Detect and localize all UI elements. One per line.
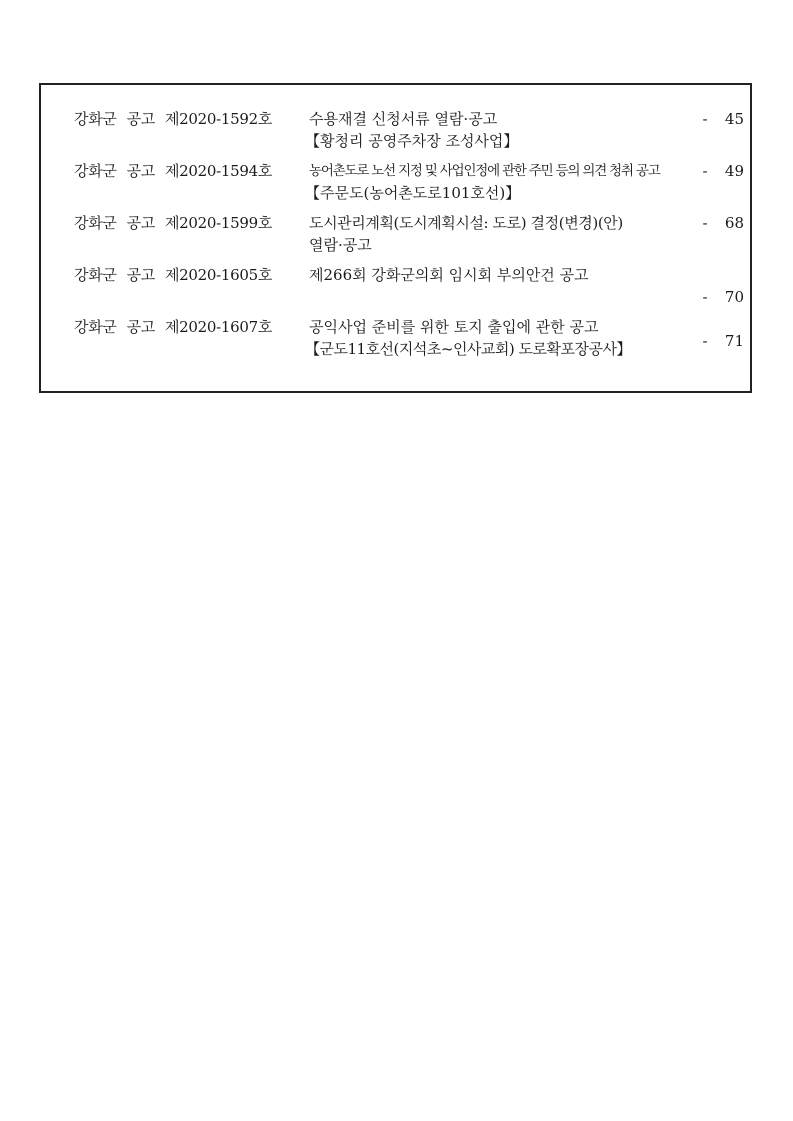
notice-number: [74, 264, 272, 286]
notice-title-line2: 【주문도(농어촌도로101호선)】: [305, 184, 521, 202]
notice-org: 강화군: [74, 162, 117, 180]
notice-title-line2: 【군도11호선(지석초~인사교회) 도로확포장공사】: [305, 340, 631, 358]
notice-title-line1: 제266회 강화군의회 임시회 부의안건 공고: [309, 266, 589, 284]
table-of-contents-box: [39, 83, 752, 393]
notice-type: 공고: [126, 214, 155, 232]
notice-title-line1: 공익사업 준비를 위한 토지 출입에 관한 공고: [309, 318, 599, 336]
page-number: 68: [724, 214, 744, 232]
leader-dash: -: [702, 110, 708, 128]
notice-title: [305, 160, 704, 204]
notice-title-line1: 농어촌도로 노선 지정 및 사업인정에 관한 주민 등의 의견 청취 공고: [309, 163, 660, 179]
notice-title: [309, 212, 704, 256]
notice-org: 강화군: [74, 110, 117, 128]
notice-title-line2: 【황청리 공영주차장 조성사업】: [305, 132, 519, 150]
notice-type: 공고: [126, 162, 155, 180]
notice-type: 공고: [126, 318, 155, 336]
notice-id: 제2020-1594호: [164, 162, 273, 180]
notice-id: 제2020-1599호: [164, 214, 273, 232]
notice-number: [74, 212, 272, 234]
notice-title: [309, 264, 704, 286]
leader-dash: -: [702, 332, 708, 350]
notice-number: [74, 316, 272, 338]
notice-number: [74, 160, 272, 182]
page-number: 49: [724, 162, 744, 180]
notice-title-line1: 수용재결 신청서류 열람·공고: [309, 110, 498, 128]
page-number: 45: [724, 110, 744, 128]
page-number: 71: [724, 332, 744, 350]
notice-number: [74, 108, 272, 130]
notice-type: 공고: [126, 110, 155, 128]
notice-type: 공고: [126, 266, 155, 284]
notice-id: 제2020-1607호: [164, 318, 273, 336]
leader-dash: -: [702, 288, 708, 306]
leader-dash: -: [702, 162, 708, 180]
notice-org: 강화군: [74, 266, 117, 284]
leader-dash: -: [702, 214, 708, 232]
notice-org: 강화군: [74, 318, 117, 336]
notice-title-line2: 열람·공고: [309, 236, 372, 254]
notice-org: 강화군: [74, 214, 117, 232]
notice-id: 제2020-1592호: [164, 110, 273, 128]
notice-id: 제2020-1605호: [164, 266, 273, 284]
notice-title-line1: 도시관리계획(도시계획시설: 도로) 결정(변경)(안): [309, 214, 623, 232]
notice-title: [305, 108, 704, 152]
page-number: 70: [724, 288, 744, 306]
notice-title: [305, 316, 704, 360]
